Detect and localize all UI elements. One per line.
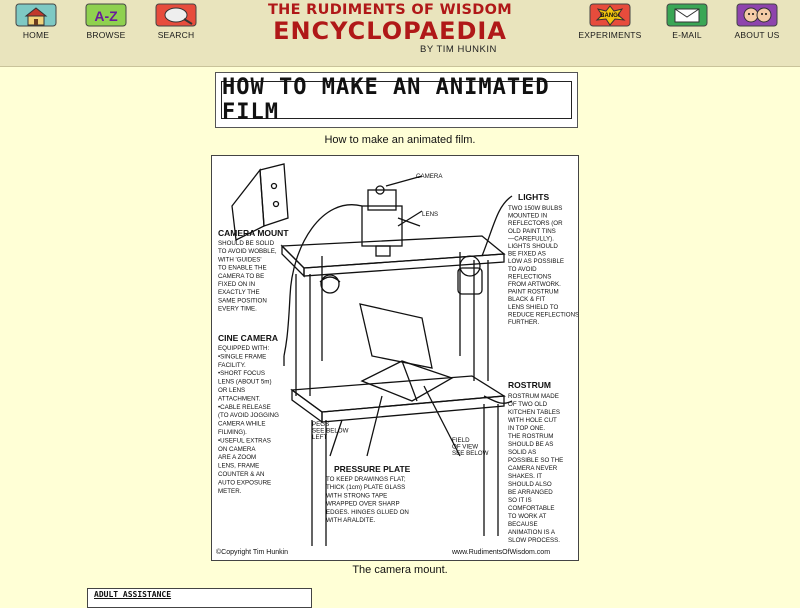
nav-about[interactable] xyxy=(726,2,788,40)
drawing-text-line: LOW AS POSSIBLE xyxy=(508,258,565,266)
label-camera-mount-title: CAMERA MOUNT xyxy=(218,228,289,238)
adult-assistance-label: ADULT ASSISTANCE xyxy=(94,590,172,599)
drawing-text-line: SO IT IS xyxy=(508,497,532,504)
drawing-text-line: OR LENS xyxy=(218,387,246,394)
bang-icon xyxy=(588,2,632,28)
drawing-text-line: TO ENABLE THE xyxy=(218,264,267,272)
drawing-text-line: SAME POSITION xyxy=(218,297,267,305)
drawing-text-line: SLOW PROCESS. xyxy=(508,537,560,544)
drawing-text-line: METER. xyxy=(218,487,242,495)
house-icon xyxy=(14,2,58,28)
drawing-text-line: SHOULD BE AS xyxy=(508,441,554,448)
a-z-icon xyxy=(84,2,128,28)
drawing-text-line: FIXED ON IN xyxy=(218,281,256,288)
nav-browse-label: BROWSE xyxy=(86,30,126,40)
drawing-text-line: TO AVOID xyxy=(508,265,537,273)
nav-browse[interactable] xyxy=(75,2,137,40)
drawing-text-line: AUTO EXPOSURE xyxy=(218,479,272,487)
drawing-text-line: CAMERA NEVER xyxy=(508,465,558,472)
nav-email-label: E-MAIL xyxy=(672,30,702,40)
drawing-text-line: LENS SHIELD TO xyxy=(508,303,559,311)
adult-assistance-card xyxy=(87,588,312,608)
drawing-text-line: •SHORT FOCUS xyxy=(218,370,265,378)
label-cine-title: CINE CAMERA xyxy=(218,333,278,343)
drawing-text-line: REFLECTIONS xyxy=(508,273,552,281)
drawing-text-line: KITCHEN TABLES xyxy=(508,409,561,416)
camera-mount-illustration xyxy=(212,156,578,560)
camera-mount-drawing xyxy=(211,155,579,561)
drawing-text-line: WITH STRONG TAPE xyxy=(326,492,388,500)
drawing-website: www.RudimentsOfWisdom.com xyxy=(452,549,551,556)
nav-email[interactable] xyxy=(656,2,718,40)
drawing-text-line: BE FIXED AS xyxy=(508,250,546,258)
label-rostrum-title: ROSTRUM xyxy=(508,380,551,390)
nav-home[interactable] xyxy=(5,2,67,40)
drawing-text-line: FACILITY. xyxy=(218,361,246,369)
nav-search-label: SEARCH xyxy=(157,30,195,40)
drawing-text-line: •CABLE RELEASE xyxy=(218,403,271,411)
drawing-text-line: SHOULD BE SOLID xyxy=(218,240,275,247)
drawing-text-line: SHOULD ALSO xyxy=(508,481,552,488)
label-lens: LENS xyxy=(422,211,439,218)
drawing-text-line: OLD PAINT TINS xyxy=(508,227,556,235)
drawing-text-line: SEE BELOW xyxy=(312,427,349,435)
pressure-plate-text xyxy=(326,476,409,524)
title-card-text: HOW TO MAKE AN ANIMATED FILM xyxy=(222,75,550,125)
drawing-text-line: POSSIBLE SO THE xyxy=(508,457,564,464)
drawing-text-line: TWO 150W BULBS xyxy=(508,205,563,212)
brand-line-2: ENCYCLOPAEDIA xyxy=(273,17,507,45)
drawing-text-line: ROSTRUM MADE xyxy=(508,393,559,400)
nav-home-label: HOME xyxy=(22,30,50,40)
title-caption: How to make an animated film. xyxy=(324,134,476,146)
faces-icon xyxy=(735,2,779,28)
drawing-text-line: BE ARRANGED xyxy=(508,489,553,496)
drawing-text-line: (TO AVOID JOGGING xyxy=(218,412,279,420)
drawing-text-line: ARE A ZOOM xyxy=(218,454,257,462)
drawing-copyright: ©Copyright Tim Hunkin xyxy=(216,549,289,556)
drawing-text-line: FIELD xyxy=(452,437,470,444)
drawing-text-line: ANIMATION IS A xyxy=(508,529,555,536)
drawing-text-line: WITH ARALDITE. xyxy=(326,517,376,524)
drawing-text-line: REDUCE REFLECTIONS xyxy=(508,311,578,319)
drawing-text-line: EDGES. HINGES GLUED ON xyxy=(326,508,409,516)
drawing-text-line: CAMERA WHILE xyxy=(218,420,266,428)
title-card-image xyxy=(215,72,578,128)
label-camera: CAMERA xyxy=(416,173,443,180)
drawing-text-line: TO WORK AT xyxy=(508,513,547,520)
drawing-text-line: TO KEEP DRAWINGS FLAT; xyxy=(326,476,406,483)
drawing-text-line: FURTHER. xyxy=(508,319,540,326)
rostrum-text xyxy=(508,393,563,544)
cine-camera-text xyxy=(218,345,279,495)
drawing-text-line: LEFT xyxy=(312,434,328,441)
drawing-text-line: IN TOP ONE. xyxy=(508,425,546,432)
drawing-text-line: WITH 'GUIDES' xyxy=(218,256,262,264)
nav-about-label: ABOUT US xyxy=(734,30,780,40)
brand-byline: BY TIM HUNKIN xyxy=(420,44,497,55)
label-lights-title: LIGHTS xyxy=(518,192,550,202)
drawing-text-line: ON CAMERA xyxy=(218,445,256,453)
drawing-text-line: WRAPPED OVER SHARP xyxy=(326,500,400,508)
figure-caption: The camera mount. xyxy=(352,564,448,576)
drawing-text-line: OF TWO OLD xyxy=(508,401,548,408)
pegs-note xyxy=(312,421,349,441)
drawing-text-line: EVERY TIME. xyxy=(218,305,257,313)
drawing-text-line: •SINGLE FRAME xyxy=(218,353,267,361)
label-pressure-title: PRESSURE PLATE xyxy=(334,464,411,474)
drawing-text-line: COUNTER & AN xyxy=(218,471,265,478)
drawing-text-line: LIGHTS SHOULD xyxy=(508,243,558,250)
drawing-text-line: EXACTLY THE xyxy=(218,289,260,297)
nav-experiments[interactable] xyxy=(578,2,642,40)
field-of-view-note xyxy=(452,437,489,457)
magnifier-icon xyxy=(154,2,198,28)
drawing-text-line: SEE BELOW xyxy=(452,450,489,457)
drawing-text-line: LENS (ABOUT 5m) xyxy=(218,378,272,386)
envelope-icon xyxy=(665,2,709,28)
drawing-text-line: CAMERA TO BE xyxy=(218,272,265,280)
nav-search[interactable] xyxy=(145,2,207,40)
drawing-text-line: ATTACHMENT. xyxy=(218,395,261,403)
drawing-text-line: THE ROSTRUM xyxy=(508,433,554,440)
drawing-text-line: MOUNTED IN xyxy=(508,212,548,220)
drawing-text-line: —CAREFULLY). xyxy=(508,235,554,243)
drawing-text-line: WITH HOLE CUT xyxy=(508,417,557,424)
drawing-text-line: COMFORTABLE xyxy=(508,505,555,512)
drawing-text-line: THICK (1cm) PLATE GLASS xyxy=(326,484,406,492)
bang-icon-text: BANG! xyxy=(600,13,620,19)
camera-mount-text xyxy=(218,240,277,313)
drawing-text-line: EQUIPPED WITH: xyxy=(218,345,270,352)
drawing-text-line: PAINT ROSTRUM xyxy=(508,288,559,296)
drawing-text-line: FILMING). xyxy=(218,429,247,436)
drawing-text-line: SHAKES. IT xyxy=(508,473,543,480)
drawing-text-line: TO AVOID WOBBLE, xyxy=(218,248,277,256)
drawing-text-line: BECAUSE xyxy=(508,521,538,528)
drawing-text-line: FROM ARTWORK. xyxy=(508,281,561,288)
drawing-text-line: LENS, FRAME xyxy=(218,462,260,470)
drawing-text-line: •USEFUL EXTRAS xyxy=(218,437,271,445)
lights-text xyxy=(508,205,578,326)
drawing-text-line: SOLID AS xyxy=(508,449,537,456)
a-z-icon-text: A-Z xyxy=(94,8,118,24)
drawing-text-line: BLACK & FIT xyxy=(508,296,546,304)
drawing-text-line: OF VIEW xyxy=(452,443,479,451)
drawing-text-line: REFLECTORS (OR xyxy=(508,220,563,228)
drawing-text-line: PEGS xyxy=(312,421,330,428)
brand-line-1: THE RUDIMENTS OF WISDOM xyxy=(267,2,512,18)
nav-experiments-label: EXPERIMENTS xyxy=(578,30,642,40)
site-header xyxy=(0,0,800,67)
